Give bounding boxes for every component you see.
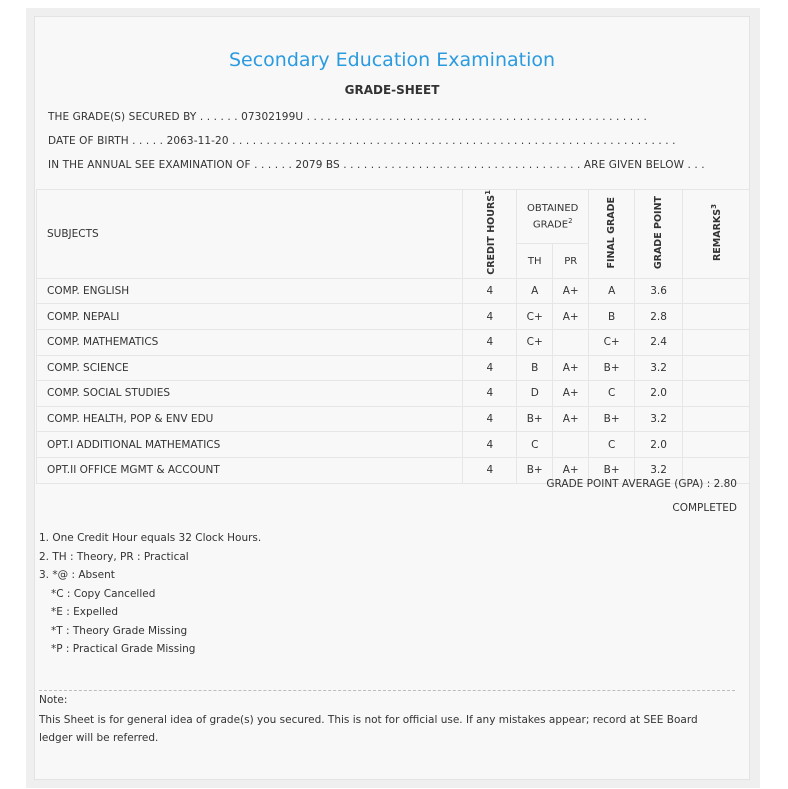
grade-point-cell: 2.4 [635, 329, 683, 355]
theory-grade-cell: C+ [517, 329, 553, 355]
note-item: 1. One Credit Hour equals 32 Clock Hours. [39, 532, 262, 544]
grade-point-cell: 3.2 [635, 457, 683, 483]
header-final-grade-label: FINAL GRADE [605, 196, 617, 269]
grade-point-cell: 2.0 [635, 432, 683, 458]
note-item: *T : Theory Grade Missing [51, 624, 188, 637]
header-obtained-grade [517, 190, 589, 244]
subject-cell: OPT.I ADDITIONAL MATHEMATICS [37, 432, 463, 458]
credit-cell: 4 [463, 381, 517, 407]
final-grade-cell: B+ [589, 406, 635, 432]
credit-cell: 4 [463, 278, 517, 304]
theory-grade-cell: B+ [517, 457, 553, 483]
subject-cell: COMP. NEPALI [37, 304, 463, 330]
practical-grade-cell: A+ [553, 278, 589, 304]
practical-grade-cell [553, 329, 589, 355]
header-credit-sup: 1 [483, 190, 492, 195]
page-background [26, 8, 760, 788]
header-remarks-label: REMARKS [712, 208, 724, 261]
practical-grade-cell: A+ [553, 381, 589, 407]
final-grade-cell: C [589, 381, 635, 407]
subject-cell: COMP. HEALTH, POP & ENV EDU [37, 406, 463, 432]
final-grade-cell: B+ [589, 355, 635, 381]
grade-point-cell: 2.8 [635, 304, 683, 330]
gpa-summary: GRADE POINT AVERAGE (GPA) : 2.80 [546, 478, 737, 490]
header-subjects: SUBJECTS [37, 190, 463, 279]
symbol-number: 07302199U [241, 111, 304, 123]
grades-table [36, 189, 750, 525]
remarks-cell [683, 355, 750, 381]
grade-point-cell: 2.0 [635, 381, 683, 407]
theory-grade-cell: B [517, 355, 553, 381]
note-item: 2. TH : Theory, PR : Practical [39, 550, 189, 563]
final-grade-cell: C [589, 432, 635, 458]
header-obtained-label: OBTAINED GRADE [527, 203, 579, 231]
table-row [37, 406, 750, 432]
practical-grade-cell: A+ [553, 406, 589, 432]
credit-cell: 4 [463, 406, 517, 432]
header-obtained-sup: 2 [568, 217, 573, 226]
subject-cell: COMP. SOCIAL STUDIES [37, 381, 463, 407]
header-remarks [683, 190, 750, 279]
credit-cell: 4 [463, 355, 517, 381]
footer-note-text: This Sheet is for general idea of grade(s) you secured. This is not for official use. If any mistakes appear; record at SEE Board ledger will be referred. [39, 714, 698, 744]
credit-cell: 4 [463, 457, 517, 483]
header-th: TH [517, 244, 553, 278]
grade-point-cell: 3.6 [635, 278, 683, 304]
table-row [37, 329, 750, 355]
theory-grade-cell: C+ [517, 304, 553, 330]
symbol-suffix: . . . . . . . . . . . . . . . . . . . . . . . . . . . . . . . . . . . . . . . . . . . . . . . . . . [306, 111, 647, 123]
header-grade-point [635, 190, 683, 279]
practical-grade-cell [553, 432, 589, 458]
dob-suffix: . . . . . . . . . . . . . . . . . . . . . . . . . . . . . . . . . . . . . . . . . . . . . . . . . . . . . . . . . . . . . . . . . [232, 135, 676, 147]
dob-value: 2063-11-20 [166, 135, 229, 147]
practical-grade-cell: A+ [553, 457, 589, 483]
theory-grade-cell: B+ [517, 406, 553, 432]
footer-note-label: Note: [39, 694, 68, 706]
table-row [37, 355, 750, 381]
student-dob-line [48, 135, 676, 147]
practical-grade-cell: A+ [553, 355, 589, 381]
table-row [37, 304, 750, 330]
page-title: Secondary Education Examination [228, 49, 556, 71]
remarks-cell [683, 329, 750, 355]
header-pr: PR [553, 244, 589, 278]
final-grade-cell: C+ [589, 329, 635, 355]
grade-rows [37, 278, 750, 483]
remarks-cell [683, 381, 750, 407]
grade-point-cell: 3.2 [635, 406, 683, 432]
remarks-cell [683, 278, 750, 304]
theory-grade-cell: C [517, 432, 553, 458]
credit-cell: 4 [463, 304, 517, 330]
table-row [37, 381, 750, 407]
student-symbol-line [48, 111, 647, 123]
exam-year-line [48, 159, 705, 171]
practical-grade-cell: A+ [553, 304, 589, 330]
remarks-cell [683, 406, 750, 432]
grade-point-cell: 3.2 [635, 355, 683, 381]
exam-suffix: . . . . . . . . . . . . . . . . . . . . . . . . . . . . . . . . . . . ARE GIVEN BELOW . . . [343, 159, 705, 171]
remarks-cell [683, 432, 750, 458]
note-item: *P : Practical Grade Missing [51, 643, 196, 655]
legend-notes [39, 529, 261, 659]
credit-cell: 4 [463, 329, 517, 355]
credit-cell: 4 [463, 432, 517, 458]
grade-sheet-panel [34, 16, 750, 780]
note-item: *C : Copy Cancelled [51, 587, 156, 600]
exam-prefix: IN THE ANNUAL SEE EXAMINATION OF . . . . . . [48, 159, 292, 171]
subject-cell: COMP. MATHEMATICS [37, 329, 463, 355]
final-grade-cell: B+ [589, 457, 635, 483]
remarks-cell [683, 304, 750, 330]
subject-cell: COMP. SCIENCE [37, 355, 463, 381]
header-remarks-sup: 3 [709, 203, 718, 209]
note-item: *E : Expelled [51, 606, 119, 618]
symbol-prefix: THE GRADE(S) SECURED BY . . . . . . [48, 111, 238, 123]
header-credit-hours-label: CREDIT HOURS [485, 194, 497, 275]
page-subtitle: GRADE-SHEET [344, 83, 440, 97]
header-credit-hours [463, 190, 517, 279]
table-row [37, 278, 750, 304]
theory-grade-cell: A [517, 278, 553, 304]
theory-grade-cell: D [517, 381, 553, 407]
header-final-grade [589, 190, 635, 279]
exam-year: 2079 BS [295, 159, 340, 171]
dob-prefix: DATE OF BIRTH . . . . . [48, 135, 164, 147]
final-grade-cell: B [589, 304, 635, 330]
subject-cell: COMP. ENGLISH [37, 278, 463, 304]
completion-status: COMPLETED [672, 502, 737, 514]
final-grade-cell: A [589, 278, 635, 304]
subject-cell: OPT.II OFFICE MGMT & ACCOUNT [37, 457, 463, 483]
dashed-divider [39, 690, 735, 691]
header-grade-point-label: GRADE POINT [652, 195, 664, 269]
table-row [37, 432, 750, 458]
note-item: 3. *@ : Absent [39, 569, 115, 581]
